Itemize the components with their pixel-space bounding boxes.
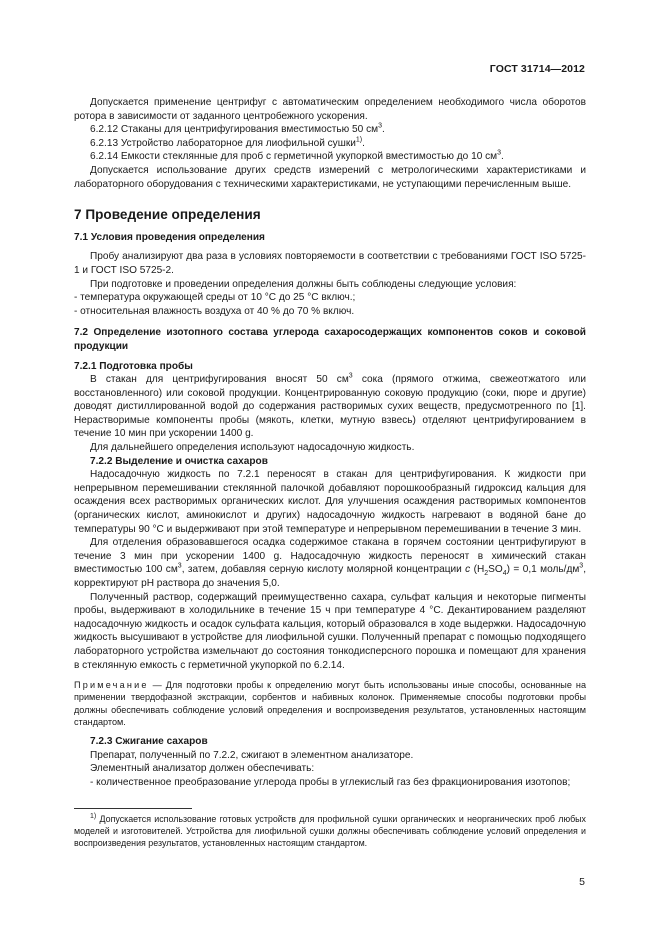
paragraph-7-2-2-centrifugation: [74, 536, 586, 590]
paragraph-7-2-1-sup: 3: [348, 372, 353, 380]
note-7-2-2: [74, 679, 586, 728]
p2-sub-1: 2: [484, 570, 489, 578]
p2-text-b: , затем, добавляя серную кислоту молярной концентрации: [181, 564, 466, 576]
item-6-2-14-sup: 3: [497, 150, 502, 158]
p2-sub-2: 4: [502, 570, 507, 578]
page-content: [74, 96, 586, 789]
p2-text-d: (H: [470, 564, 485, 576]
paragraph-7-1-conditions: При подготовке и проведении определения должны быть соблюдены следующие условия:: [90, 278, 517, 290]
footnote-divider: [74, 808, 192, 809]
p2-text-e: SO: [488, 564, 503, 576]
item-6-2-14-text: 6.2.14 Емкости стеклянные для проб с герметичной укупоркой вместимостью до 10 см: [90, 151, 498, 163]
p2-text-a: Для отделения образовавшегося осадка содержимое стакана в горячем состоянии центрифугируют в течение 3 мин при ускорении 1400 g. Надосадочную жидкость переносят в химический стакан вместимостью 100 см: [74, 537, 586, 576]
spacer: [74, 728, 586, 735]
condition-humidity: - относительная влажность воздуха от 40 % до 70 % включ.: [74, 305, 355, 317]
item-6-2-12-text: 6.2.12 Стаканы для центрифугирования вместимостью 50 см: [90, 124, 379, 136]
paragraph-7-2-1-preparation: [74, 373, 586, 441]
section-7-2-2-title: 7.2.2 Выделение и очистка сахаров: [90, 455, 268, 467]
paragraph-7-2-1-supernatant: Для дальнейшего определения используют надосадочную жидкость.: [90, 442, 415, 454]
footnote-area: [74, 808, 586, 849]
paragraph-7-1-repeatability: Пробу анализируют два раза в условиях повторяемости в соответствии с требованиями ГОСТ ISO 5725-1 и ГОСТ ISO 5725-2.: [74, 251, 586, 276]
section-7-title: 7 Проведение определения: [74, 207, 261, 223]
spacer: [74, 672, 586, 679]
section-7-2-1-title: 7.2.1 Подготовка пробы: [74, 360, 193, 372]
analyzer-requirement-conversion: - количественное преобразование углерода пробы в углекислый газ без фракционирования изотопов;: [90, 776, 571, 788]
paragraph-7-2-3-combustion: Препарат, полученный по 7.2.2, сжигают в элементном анализаторе.: [90, 749, 414, 761]
item-6-2-14-end: .: [501, 151, 504, 163]
section-7-2-title: 7.2 Определение изотопного состава углерода сахаросодержащих компонентов соков и соковой продукции: [74, 327, 586, 352]
note-label: Примечание: [74, 680, 149, 691]
footnote-1: [74, 813, 586, 849]
item-6-2-13: [74, 137, 586, 151]
section-7-1-title: 7.1 Условия проведения определения: [74, 231, 265, 243]
section-7-2-3-title: 7.2.3 Сжигание сахаров: [90, 735, 208, 747]
p2-sup-1: 3: [177, 563, 182, 571]
paragraph-other-instruments: Допускается использование других средств измерений с метрологическими характеристиками и лабораторного оборудования с техническими характеристиками, не уступающими перечисленным выше.: [74, 164, 586, 190]
item-6-2-12: [74, 123, 586, 137]
paragraph-7-2-3-analyzer: Элементный анализатор должен обеспечивать:: [90, 763, 315, 775]
paragraph-7-2-2-precipitation: Надосадочную жидкость по 7.2.1 переносят в стакан для центрифугирования. К жидкости при непрерывном перемешивании стеклянной палочкой добавляют порошкообразный гидроксид кальция для осаждения всех растворимых органических кислот. Для улучшения осаждения растворимых компонентов (органических кислот, аминокислот и других) надосадочную жидкость нагревают в водяной бане до температуры 90 °С и выдерживают при этой температуре и непрерывном перемешивании в течение 3 мин.: [74, 469, 586, 535]
paragraph-centrifuge-allowance: Допускается применение центрифуг с автоматическим определением необходимого числа оборотов ротора в зависимости от заданного центробежного ускорения.: [74, 97, 586, 122]
footnote-text: Допускается использование готовых устройств для профильной сушки органических и неорганических проб любых моделей и изготовителей. Устройства для лиофильной сушки должны обеспечивать соблюдение условий определения и воспроизведения результатов, установленных настоящим стандартом.: [74, 814, 586, 848]
p2-text-f: ) = 0,1 моль/дм: [506, 564, 580, 576]
footnote-ref-1: 1): [355, 136, 363, 144]
footnote-mark: 1): [90, 813, 97, 821]
note-text: — Для подготовки пробы к определению могут быть использованы иные способы, основанные на применении твердофазной экстракции, сорбентов и набивных колонок. Применяемые способы подготовки пробы должны обеспечивать соблюдение условий определения и воспроизведения результатов, установленных настоящим стандартом.: [74, 680, 586, 727]
paragraph-7-2-1-text-b: сока (прямого отжима, свежеотжатого или восстановленного) или соковой продукции. Концентрированную соковую продукцию (соки, пюре и другие) доводят дистиллированной водой до содержания растворимых сухих веществ, предусмотренного по [1]. Нерастворимые компоненты пробы (мякоть, клетки, мутную взвесь) отделяют центрифугированием в течение 10 мин при ускорении 1400 g.: [74, 374, 586, 440]
condition-temperature: - температура окружающей среды от 10 °С до 25 °С включ.;: [74, 292, 356, 304]
item-6-2-12-end: .: [381, 124, 385, 136]
p2-concentration-symbol: с: [465, 564, 471, 576]
paragraph-7-2-1-text-a: В стакан для центрифугирования вносят 50 см: [90, 374, 349, 386]
paragraph-7-2-2-drying: Полученный раствор, содержащий преимущественно сахара, сульфат кальция и некоторые пигменты пробы, выдерживают в холодильнике в течение 15 ч при температуре 4 °С. Декантированием разделяют надосадочную жидкость и осадок сульфата кальция, который образовался в ходе выдержки. Надосадочную жидкость высушивают в устройстве для лиофильной сушки. Полученный препарат с помощью подходящего лабораторного устройства измельчают до состояния тонкодисперсного порошка и помещают для хранения в стеклянную емкость с герметичной укупоркой по 6.2.14.: [74, 591, 586, 671]
p2-text-g: , корректируют pH раствора до значения 5,0.: [74, 564, 586, 589]
item-6-2-13-text: 6.2.13 Устройство лабораторное для лиофильной сушки: [90, 137, 356, 149]
item-6-2-14: [74, 150, 586, 164]
p2-sup-2: 3: [579, 563, 584, 571]
item-6-2-12-sup: 3: [378, 122, 382, 130]
item-6-2-13-end: .: [362, 137, 365, 149]
document-code-header: ГОСТ 31714—2012: [489, 63, 585, 75]
page-number: 5: [579, 876, 585, 888]
